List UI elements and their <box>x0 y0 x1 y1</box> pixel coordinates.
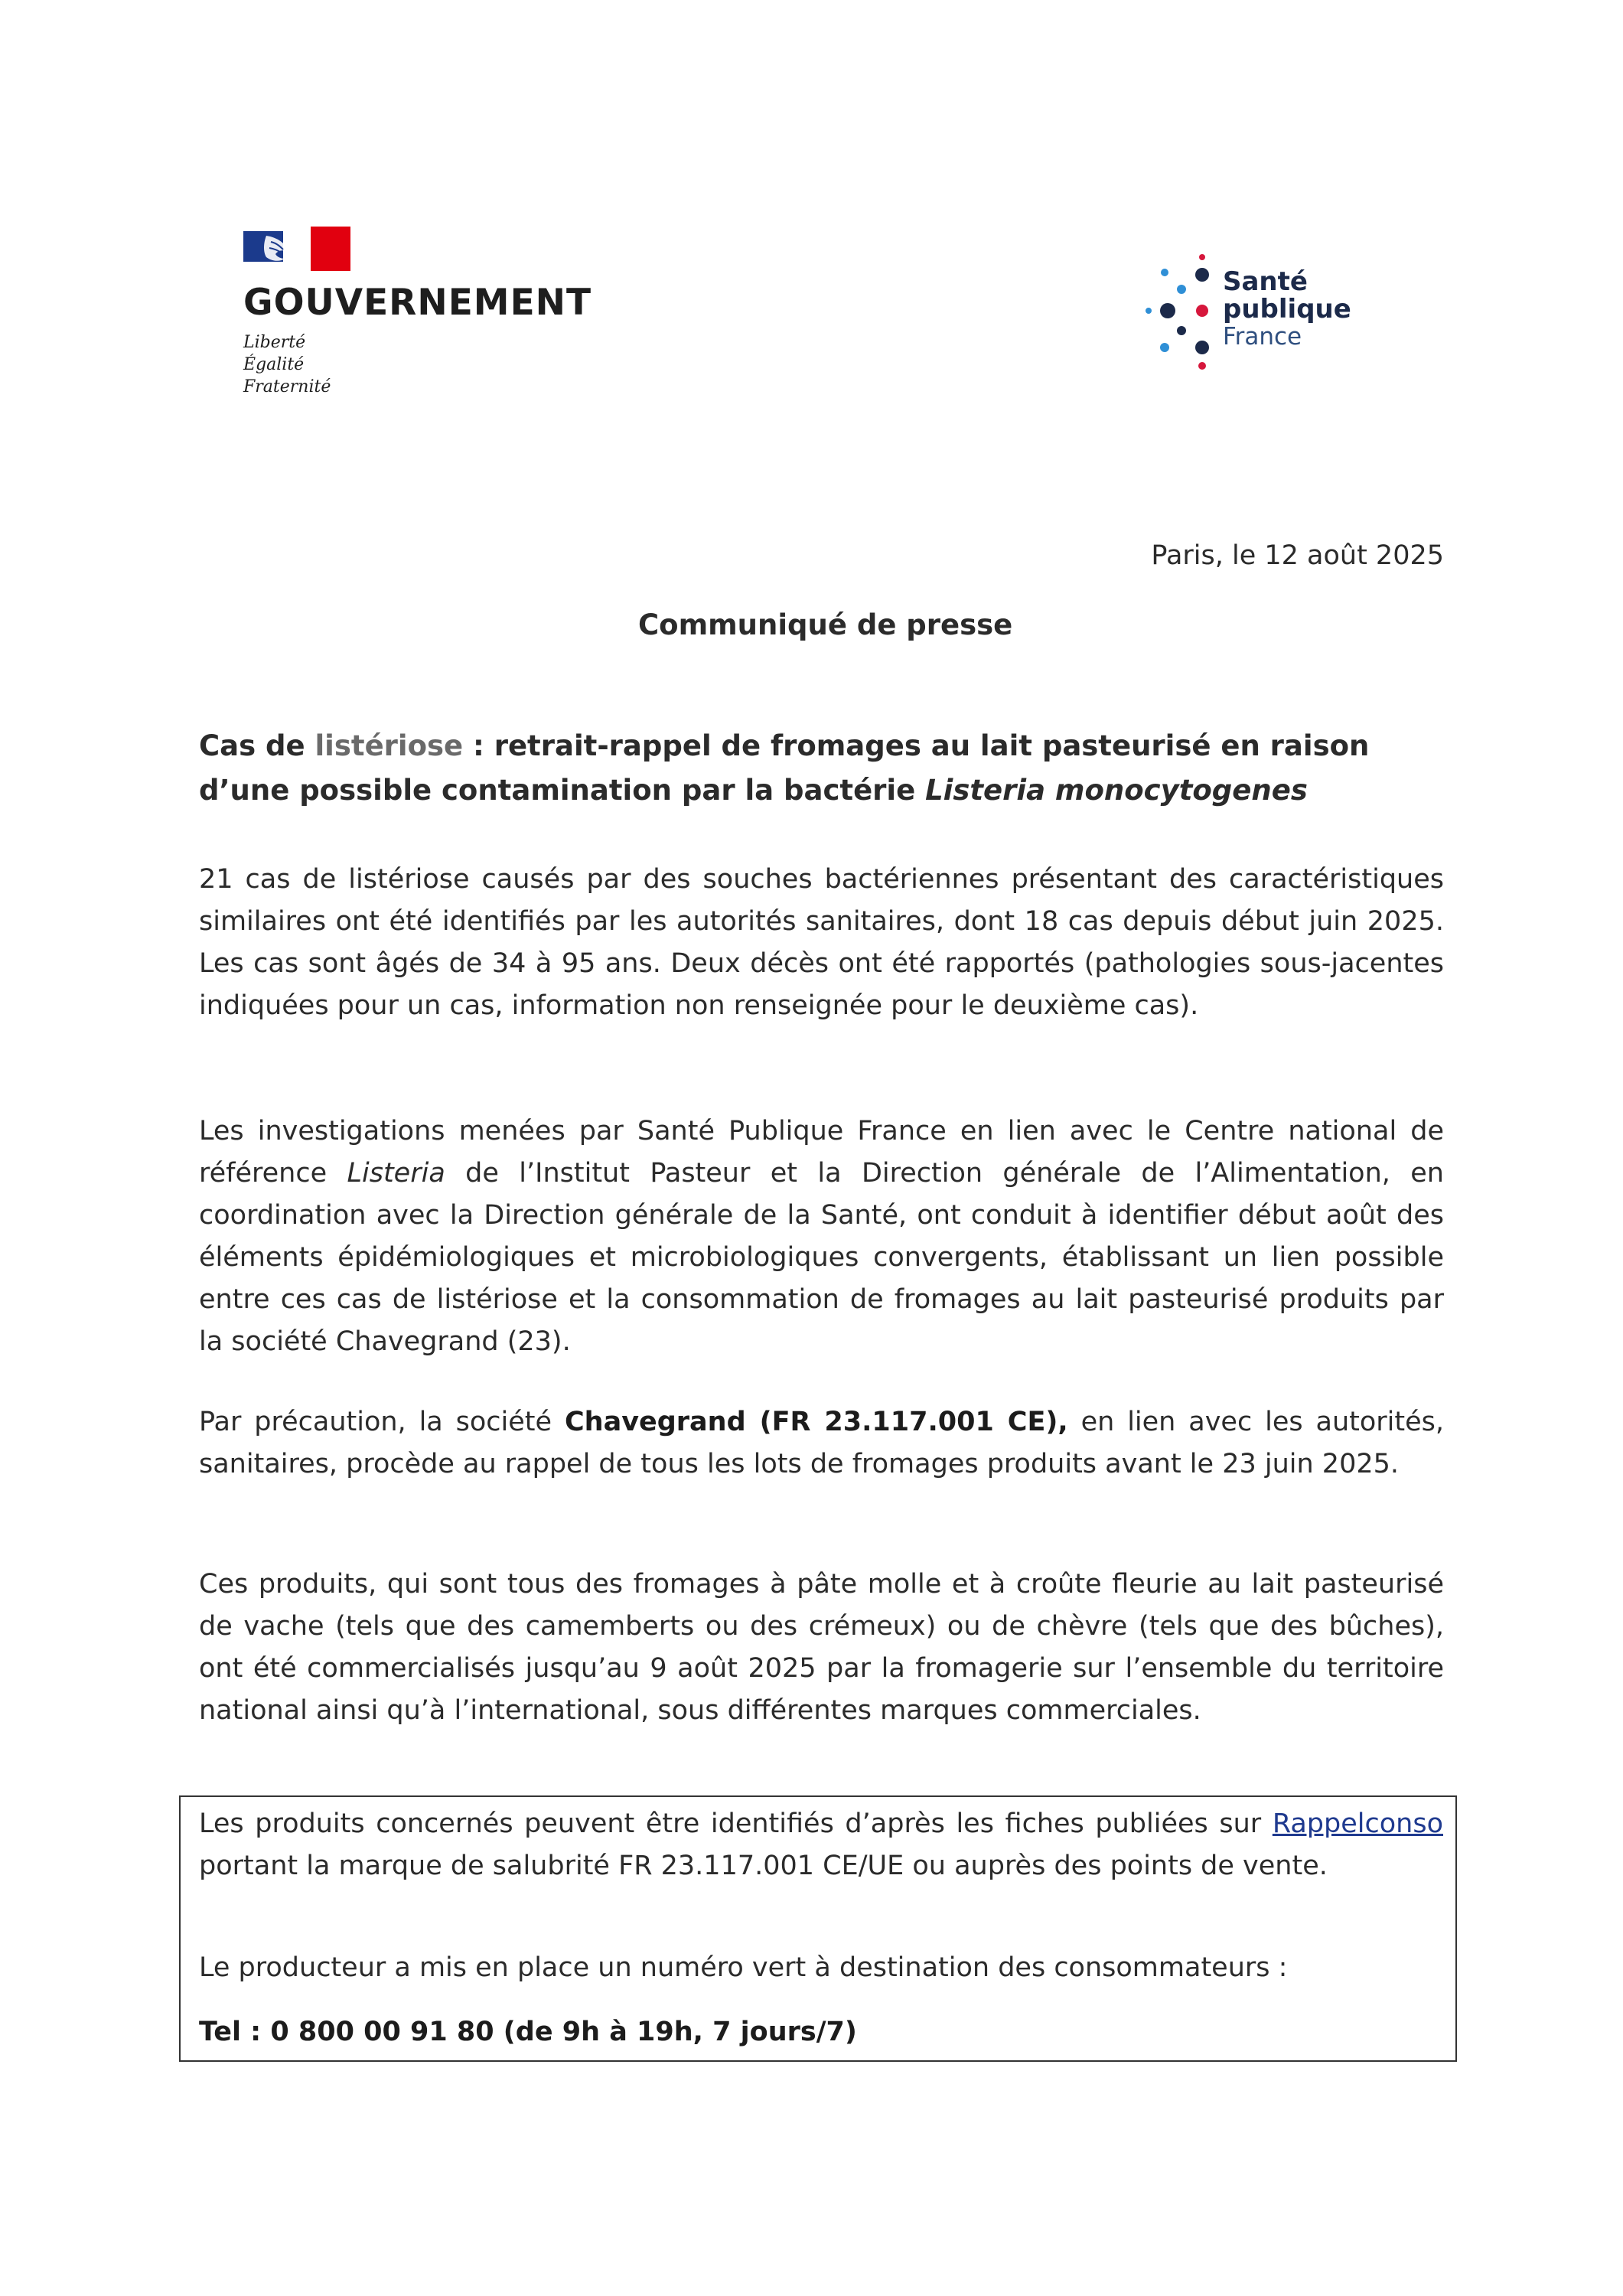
government-name: GOUVERNEMENT <box>243 282 592 324</box>
spf-line-1: Santé <box>1223 266 1308 297</box>
info-box-hotline-intro: Le producteur a mis en place un numéro vert à destination des consommateurs : <box>199 1952 1288 1983</box>
p2-part-a: Les investigations menées par Santé Publique France en lien avec le Centre national de référence <box>199 1116 1444 1189</box>
spf-dots-icon <box>1143 249 1220 372</box>
press-release-headline <box>199 724 1454 813</box>
p2-italic: Listeria <box>347 1158 445 1189</box>
motto-egalite: Égalité <box>243 355 305 374</box>
marianne-flag-icon <box>243 227 350 271</box>
spf-line-2: publique <box>1223 294 1351 325</box>
p3-bold: Chavegrand (FR 23.117.001 CE), <box>564 1407 1068 1437</box>
consumer-info-box <box>179 1795 1457 2062</box>
paragraph-products: Ces produits, qui sont tous des fromages à pâte molle et à croûte fleurie au lait pasteurisé de vache (tels que des camemberts ou des crémeux) ou de chèvre (tels que des bûches), ont été commercialisés jusqu’au 9 août 2025 par la fromagerie sur l’ensemble du territoire national ainsi qu’à l’international, sous différentes marques commerciales. <box>199 1569 1444 1726</box>
document-type-title: Communiqué de presse <box>638 608 1013 641</box>
government-logo <box>243 227 595 398</box>
rappelconso-link[interactable]: Rappelconso <box>1272 1808 1443 1839</box>
p3-part-a: Par précaution, la société <box>199 1407 565 1437</box>
sante-publique-france-logo <box>1143 249 1373 372</box>
headline-part-2: : retrait-rappel de fromages au lait pasteurisé en raison d’une possible contamination par la bactérie <box>199 729 1370 807</box>
date-line: Paris, le 12 août 2025 <box>1151 540 1444 571</box>
info-box-part-b: portant la marque de salubrité FR 23.117.001 CE/UE ou auprès des points de vente. <box>199 1851 1328 1881</box>
paragraph-recall <box>199 1401 1444 1486</box>
headline-highlight: listériose <box>314 729 464 762</box>
info-box-part-a: Les produits concernés peuvent être identifiés d’après les fiches publiées sur <box>199 1808 1273 1839</box>
info-box-identification <box>199 1803 1443 1887</box>
motto-fraternite: Fraternité <box>243 377 331 396</box>
info-box-phone-number: Tel : 0 800 00 91 80 (de 9h à 19h, 7 jours/7) <box>199 2017 857 2047</box>
spf-line-3: France <box>1223 323 1302 351</box>
spf-wordmark <box>1223 268 1351 351</box>
paragraph-cases: 21 cas de listériose causés par des souches bactériennes présentant des caractéristiques similaires ont été identifiés par les autorités sanitaires, dont 18 cas depuis début juin 2025. Les cas sont âgés de 34 à 95 ans. Deux décès ont été rapportés (pathologies sous-jacentes indiquées pour un cas, information non renseignée pour le deuxième cas). <box>199 864 1444 1021</box>
p3-part-b: en lien avec les autorités, sanitaires, procède au rappel de tous les lots de fromages produits avant le 23 juin 2025. <box>199 1407 1444 1479</box>
p2-part-b: de l’Institut Pasteur et la Direction générale de l’Alimentation, en coordination avec la Direction générale de la Santé, ont conduit à identifier début août des éléments épidémiologiques et microbiologiques convergents, établissant un lien possible entre ces cas de listériose et la consommation de fromages au lait pasteurisé produits par la société Chavegrand (23). <box>199 1158 1444 1357</box>
headline-part-1: Cas de <box>199 729 315 762</box>
headline-italic: Listeria monocytogenes <box>925 774 1308 807</box>
government-motto <box>243 331 595 398</box>
paragraph-investigations <box>199 1110 1444 1363</box>
motto-liberte: Liberté <box>243 333 306 352</box>
